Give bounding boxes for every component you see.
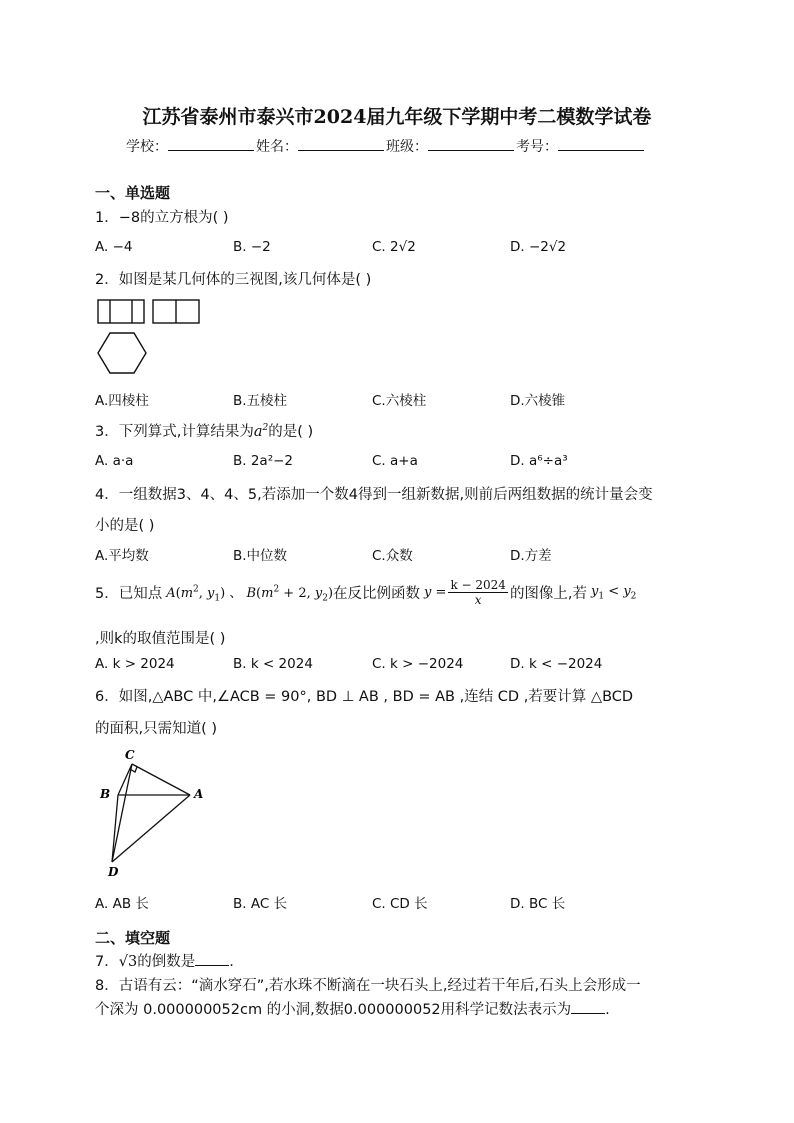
question-stem-cond: 的图像上,若 (509, 586, 588, 602)
q1-option-d: D. −2√2 (510, 239, 567, 255)
y-inequality: $y_1 < y_2$ (591, 583, 637, 602)
answer-blank (195, 953, 229, 966)
question-8-line2 (95, 998, 610, 1019)
exam-number-label: 考号： (516, 139, 558, 155)
q6-option-b: B. AC 长 (233, 896, 288, 912)
class-blank (428, 136, 514, 151)
q2-option-b: B.五棱柱 (233, 393, 288, 409)
label-a: A (194, 787, 204, 801)
front-view (98, 300, 144, 323)
segment-cb (118, 764, 132, 795)
fraction-denominator: x (474, 593, 482, 607)
q1-option-c: C. 2√2 (372, 239, 416, 255)
question-5 (95, 578, 636, 607)
top-view-hexagon (98, 333, 146, 373)
q2-option-a: A.四棱柱 (95, 393, 149, 409)
question-stem-start: 下列算式,计算结果为 (118, 424, 254, 440)
a-squared-expression: $a^2$ (253, 423, 269, 440)
question-4-line2: 小的是( ) (95, 518, 155, 534)
question-stem-mid: 在反比例函数 (333, 586, 421, 602)
q6-option-c: C. CD 长 (372, 896, 428, 912)
q6-option-a: A. AB 长 (95, 896, 149, 912)
label-d: D (108, 865, 119, 879)
exam-number-blank (558, 136, 644, 151)
q3-option-b: B. 2a²−2 (233, 453, 294, 469)
class-label: 班级： (386, 139, 428, 155)
question-number: 7． (95, 954, 119, 970)
segment-ca (132, 764, 190, 795)
school-blank (168, 136, 254, 151)
q2-option-c: C.六棱柱 (372, 393, 427, 409)
q6-option-d: D. BC 长 (510, 896, 566, 912)
name-label: 姓名： (256, 139, 298, 155)
question-stem-start: 已知点 (118, 586, 163, 602)
question-8 (95, 974, 641, 995)
question-stem: 的倒数是 (137, 954, 196, 970)
section-single-choice: 一、单选题 (95, 184, 171, 202)
label-b: B (100, 787, 111, 801)
q3-option-c: C. a+a (372, 453, 418, 469)
question-6-line2: 的面积,只需知道( ) (95, 721, 218, 737)
function-lhs: y = (424, 585, 447, 600)
function-fraction (448, 578, 508, 607)
name-blank (298, 136, 384, 151)
question-3 (95, 420, 313, 441)
q5-option-b: B. k < 2024 (233, 656, 313, 672)
question-stem-line1: 古语有云：“滴水穿石”,若水珠不断滴在一块石头上,经过若干年后,石头上会形成一 (118, 978, 641, 994)
question-end: . (605, 1002, 610, 1018)
school-label: 学校： (126, 139, 168, 155)
q2-option-d: D.六棱锥 (510, 393, 566, 409)
segment-bd (112, 795, 118, 862)
question-number: 2． (95, 272, 119, 288)
question-stem: 如图是某几何体的三视图,该几何体是( ) (118, 272, 372, 288)
student-info-row (126, 136, 646, 156)
question-stem: −8的立方根为( ) (118, 210, 229, 226)
q5-option-a: A. k > 2024 (95, 656, 175, 672)
fraction-numerator: k − 2024 (450, 578, 506, 592)
q4-option-d: D.方差 (510, 548, 552, 564)
question-stem-end: 的是( ) (268, 424, 314, 440)
side-view (153, 300, 199, 323)
question-stem-line1: 一组数据3、4、4、5,若添加一个数4得到一组新数据,则前后两组数据的统计量会变 (118, 487, 653, 503)
question-number: 5． (95, 586, 119, 602)
question-number: 4． (95, 487, 119, 503)
section-fill-blank: 二、填空题 (95, 929, 171, 947)
q1-option-a: A. −4 (95, 239, 133, 255)
question-2 (95, 268, 371, 289)
question-4 (95, 483, 653, 504)
q5-option-d: D. k < −2024 (510, 656, 603, 672)
question-end: . (229, 954, 234, 970)
question-5-line2: ,则k的取值范围是( ) (95, 631, 226, 647)
exam-title: 江苏省泰州市泰兴市2024届九年级下学期中考二模数学试卷 (142, 106, 652, 128)
q5-option-c: C. k > −2024 (372, 656, 464, 672)
q3-option-a: A. a·a (95, 453, 134, 469)
q4-option-b: B.中位数 (233, 548, 288, 564)
question-number: 6． (95, 689, 119, 705)
question-stem-line1: 如图,△ABC 中,∠ACB = 90°, BD ⊥ AB , BD = AB ,连结 CD ,若要计算 △BCD (118, 689, 634, 705)
question-1 (95, 206, 229, 227)
question-7 (95, 950, 234, 971)
question-stem-line2: 个深为 0.000000052cm 的小洞,数据0.000000052用科学记数法表示为 (95, 1002, 572, 1018)
q1-option-b: B. −2 (233, 239, 271, 255)
question-number: 1． (95, 210, 119, 226)
q3-option-d: D. a⁶÷a³ (510, 453, 568, 469)
sqrt3-expression: √3 (118, 954, 138, 970)
question-6 (95, 685, 633, 706)
question-number: 3． (95, 424, 119, 440)
q4-option-c: C.众数 (372, 548, 413, 564)
point-a-expression: $A(m^2$, $y_1$) 、 $B(m^2 + 2$, $y_2$) (166, 584, 334, 604)
answer-blank (571, 1001, 605, 1014)
three-view-figure (96, 298, 206, 380)
question-number: 8． (95, 978, 119, 994)
label-c: C (125, 748, 135, 762)
triangle-figure (96, 742, 226, 882)
q4-option-a: A.平均数 (95, 548, 149, 564)
